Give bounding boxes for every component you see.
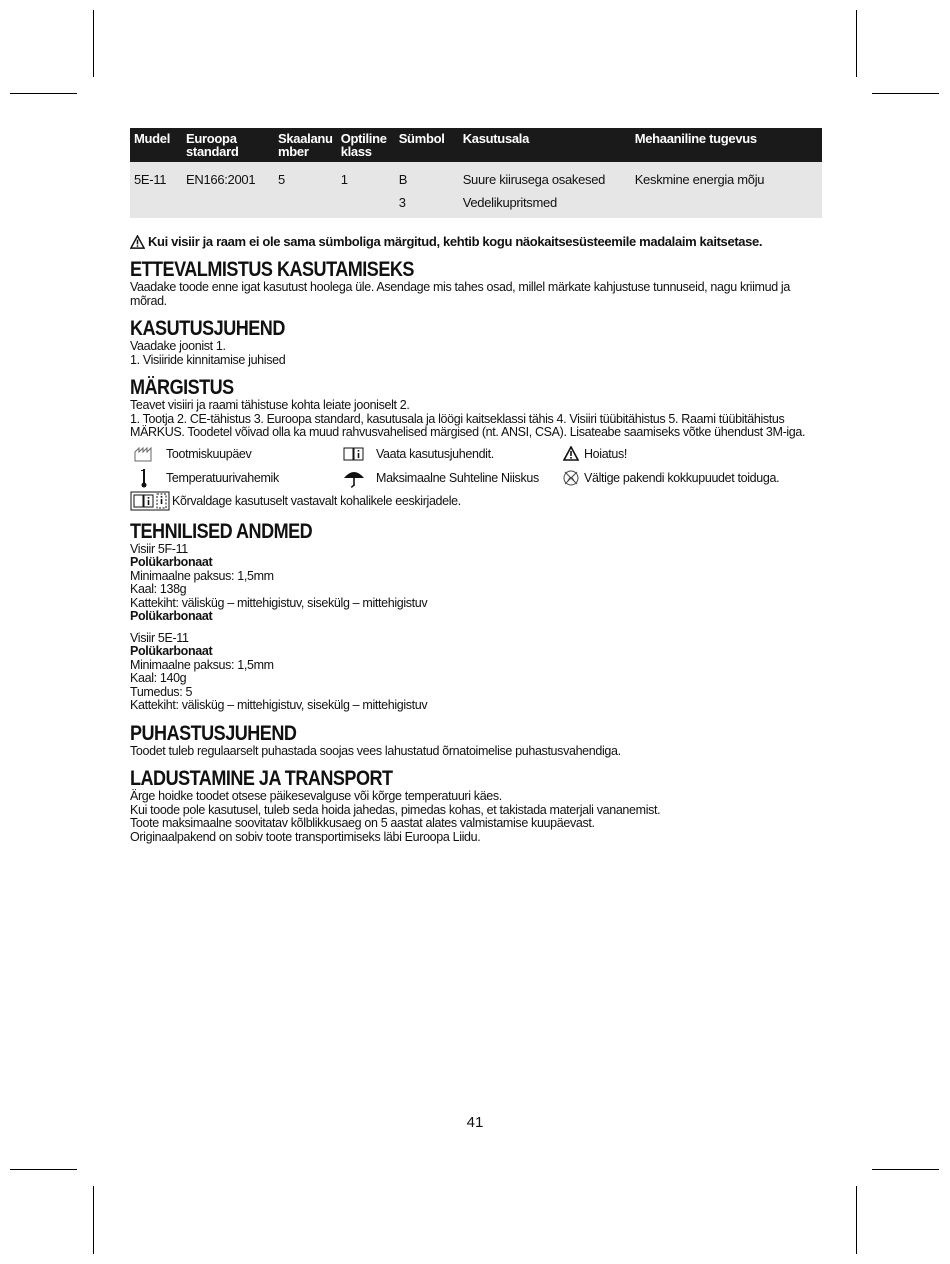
symbol-label: Vältige pakendi kokkupuudet toiduga. — [584, 470, 780, 485]
symbol-item — [130, 444, 340, 464]
crop-mark — [856, 1186, 857, 1254]
section-title: TEHNILISED ANDMED — [130, 519, 313, 543]
warning-text: Kui visiir ja raam ei ole sama sümboliga märgitud, kehtib kogu näokaitsesüsteemile madalaim kaitsetase. — [148, 234, 763, 249]
crop-mark — [93, 10, 94, 77]
text-line: Kattekiht: välisküg – mittehigistuv, sisekülg – mittehigistuv — [130, 595, 428, 610]
table-cell — [459, 162, 631, 218]
local-disposal-text: Kõrvaldage kasutuselt vastavalt kohalikele eeskirjadele. — [172, 493, 461, 508]
table-cell: EN166:2001 — [182, 162, 274, 218]
page-number: 41 — [466, 1114, 484, 1131]
table-cell — [395, 162, 459, 218]
symbol-label: Temperatuurivahemik — [166, 470, 279, 485]
table-header-cell: Euroopa standard — [182, 128, 274, 162]
spec-table — [130, 128, 822, 218]
symbol-value: 3 — [398, 195, 406, 210]
paragraph: Toodet tuleb regulaarselt puhastada soojas vees lahustatud õrnatoimelise puhastusvahendiga. — [130, 743, 621, 758]
local-regulations-icon — [130, 491, 170, 511]
symbol-legend — [130, 444, 822, 488]
symbol-item — [562, 468, 822, 488]
symbol-label: Maksimaalne Suhteline Niiskus — [376, 470, 539, 485]
text-line: Kui toode pole kasutusel, tuleb seda hoida jahedas, pimedas kohas, et takistada materjali vananemist. — [130, 802, 661, 817]
crop-mark — [10, 1169, 77, 1170]
text-line: Polükarbonaat — [130, 609, 213, 623]
text-line: 1. Visiiride kinnitamise juhised — [130, 352, 286, 367]
table-cell: Keskmine energia mõju — [631, 162, 822, 218]
crop-mark — [93, 1186, 94, 1254]
warning-icon — [130, 235, 145, 249]
warning-line — [130, 234, 822, 249]
no-food-contact-icon — [562, 469, 580, 487]
section-title: LADUSTAMINE JA TRANSPORT — [130, 767, 393, 790]
text-line: Kaal: 138g — [130, 582, 187, 596]
section-title: PUHASTUSJUHEND — [130, 721, 297, 745]
table-header-cell: Optiline klass — [337, 128, 395, 162]
symbol-item — [130, 468, 340, 488]
paragraph: Vaadake toode enne igat kasutust hoolega üle. Asendage mis tahes osad, millel märkate kahjustuse tunnuseid, nagu kriimud ja mõrad. — [130, 280, 790, 308]
text-line: Kaal: 140g — [130, 671, 187, 685]
section-title: MÄRGISTUS — [130, 376, 234, 399]
umbrella-icon — [340, 468, 368, 488]
table-header-cell: Mudel — [130, 128, 182, 162]
text-line: Minimaalne paksus: 1,5mm — [130, 657, 274, 672]
warning-icon — [562, 446, 580, 461]
text-line: Vaadake joonist 1. — [130, 339, 226, 353]
table-header-cell: Kasutusala — [459, 128, 631, 162]
text-line: MÄRKUS. Toodetel võivad olla ka muud rahvusvahelised märgised (nt. ANSI, CSA). Lisateabe saamiseks võtke ühendust 3M-iga. — [130, 425, 806, 439]
text-line: Visiir 5F-11 — [130, 541, 188, 556]
text-line: Toote maksimaalne soovitatav kõlblikkusaeg on 5 aastat alates valmistamise kuupäevast. — [130, 816, 595, 830]
symbol-item — [340, 444, 562, 464]
text-line: Originaalpakend on sobiv toote transportimiseks läbi Euroopa Liidu. — [130, 829, 481, 844]
text-line: Tumedus: 5 — [130, 684, 193, 699]
local-disposal-line — [130, 491, 822, 511]
factory-date-icon — [130, 446, 158, 462]
section-title: KASUTUSJUHEND — [130, 317, 285, 340]
table-header-cell: Skaalanu mber — [274, 128, 337, 162]
manual-book-icon — [340, 446, 368, 462]
use-value: Suure kiirusega osakesed — [462, 172, 606, 187]
symbol-label: Hoiatus! — [584, 446, 628, 461]
symbol-label: Tootmiskuupäev — [166, 446, 252, 461]
symbol-label: Vaata kasutusjuhendit. — [376, 446, 494, 461]
table-header-cell: Mehaaniline tugevus — [631, 128, 822, 162]
text-line: Kattekiht: välisküg – mittehigistuv, sisekülg – mittehigistuv — [130, 698, 428, 712]
table-cell: 5 — [274, 162, 337, 218]
text-line: Teavet visiiri ja raami tähistuse kohta leiate jooniselt 2. — [130, 398, 410, 412]
table-header-row — [130, 128, 822, 162]
symbol-item — [562, 444, 822, 464]
text-line: Polükarbonaat — [130, 555, 213, 569]
crop-mark — [872, 1169, 939, 1170]
text-line: 1. Tootja 2. CE-tähistus 3. Euroopa standard, kasutusala ja löögi kaitseklassi tähis 4. Visiiri tüübitähistus 5. Raami tüübitähistus — [130, 411, 785, 426]
table-cell: 1 — [337, 162, 395, 218]
crop-mark — [856, 10, 857, 77]
symbol-item — [340, 468, 562, 488]
table-cell: 5E-11 — [130, 162, 182, 218]
text-line: Polükarbonaat — [130, 644, 213, 658]
symbol-value: B — [398, 172, 408, 187]
thermometer-icon — [130, 468, 158, 488]
text-line: Visiir 5E-11 — [130, 630, 189, 645]
use-value: Vedelikupritsmed — [462, 195, 557, 210]
crop-mark — [872, 93, 939, 94]
text-line: Minimaalne paksus: 1,5mm — [130, 568, 274, 583]
table-header-cell: Sümbol — [395, 128, 459, 162]
text-line: Ärge hoidke toodet otsese päikesevalguse või kõrge temperatuuri käes. — [130, 789, 502, 803]
section-title: ETTEVALMISTUS KASUTAMISEKS — [130, 258, 414, 281]
table-row — [130, 162, 822, 218]
page-content — [130, 128, 822, 844]
crop-mark — [10, 93, 77, 94]
